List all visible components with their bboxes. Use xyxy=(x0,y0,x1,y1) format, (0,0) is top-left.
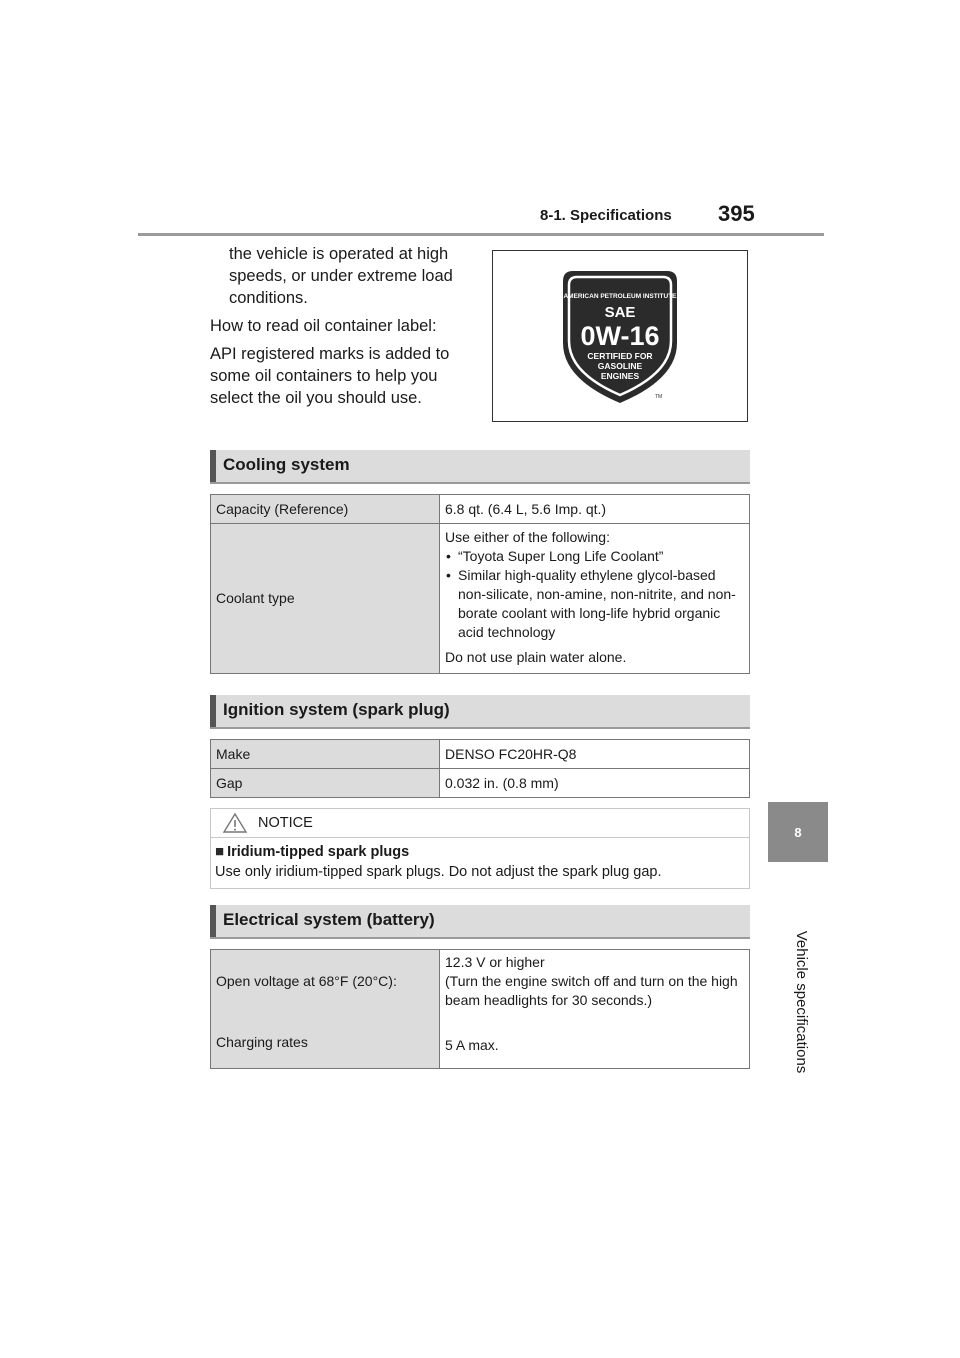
page-number: 395 xyxy=(718,201,755,226)
table-row xyxy=(211,740,750,769)
voltage-label: Open voltage at 68°F (20°C): xyxy=(216,973,397,989)
gap-value: 0.032 in. (0.8 mm) xyxy=(440,769,750,798)
charging-label: Charging rates xyxy=(216,1034,308,1050)
cooling-section-header xyxy=(210,450,750,484)
notice-divider xyxy=(210,837,750,838)
gap-label: Gap xyxy=(211,769,440,798)
square-bullet-icon: ■ xyxy=(215,843,225,860)
table-row xyxy=(211,495,750,524)
cooling-section-title: Cooling system xyxy=(223,455,350,474)
cert-text-1: CERTIFIED FOR xyxy=(587,351,653,361)
charging-value: 5 A max. xyxy=(445,1037,499,1053)
make-label: Make xyxy=(211,740,440,769)
chapter-label: Vehicle specifications xyxy=(793,930,810,1074)
ignition-table xyxy=(210,739,750,798)
chapter-tab: 8 xyxy=(768,802,828,862)
coolant-intro: Use either of the following: xyxy=(445,529,610,545)
oil-grade-text: 0W-16 xyxy=(580,321,660,351)
electrical-section-title: Electrical system (battery) xyxy=(223,910,435,929)
voltage-value: 12.3 V or higher xyxy=(445,954,545,970)
list-item: • Similar high-quality ethylene glycol-based non-silicate, non-amine, non-nitrite, and non-borate coolant with long-life hybrid organic acid technology xyxy=(445,566,744,642)
ignition-section-title: Ignition system (spark plug) xyxy=(223,700,450,719)
intro-api-marks: API registered marks is added to some oil containers to help you select the oil you should use. xyxy=(210,345,450,407)
sae-text: SAE xyxy=(604,304,636,321)
electrical-section-header xyxy=(210,905,750,939)
intro-label-howto: How to read oil container label: xyxy=(210,317,437,335)
notice-heading-text: Iridium-tipped spark plugs xyxy=(227,844,410,860)
notice-heading xyxy=(215,843,409,860)
coolant-label: Coolant type xyxy=(211,524,440,674)
coolant-options xyxy=(445,547,744,642)
make-value: DENSO FC20HR-Q8 xyxy=(440,740,750,769)
oil-label-figure xyxy=(492,250,748,422)
list-item: • “Toyota Super Long Life Coolant” xyxy=(445,547,744,566)
capacity-value: 6.8 qt. (6.4 L, 5.6 Imp. qt.) xyxy=(440,495,750,524)
warning-triangle-icon xyxy=(222,812,248,834)
section-title: 8-1. Specifications xyxy=(540,207,672,224)
notice-title: NOTICE xyxy=(258,815,313,831)
table-row xyxy=(211,524,750,674)
notice-body: Use only iridium-tipped spark plugs. Do not adjust the spark plug gap. xyxy=(215,864,662,880)
header-rule xyxy=(138,233,824,236)
cert-text-2: GASOLINE xyxy=(597,361,643,371)
ignition-section-header xyxy=(210,695,750,729)
capacity-label: Capacity (Reference) xyxy=(211,495,440,524)
electrical-table xyxy=(210,949,750,1069)
cooling-table xyxy=(210,494,750,674)
battery-label-cell xyxy=(211,950,440,1069)
api-certification-mark xyxy=(493,251,747,421)
voltage-note: (Turn the engine switch off and turn on the high beam headlights for 30 seconds.) xyxy=(445,973,738,1008)
table-row xyxy=(211,950,750,1069)
trademark-text: TM xyxy=(655,394,663,400)
cert-text-3: ENGINES xyxy=(600,371,640,381)
coolant-note: Do not use plain water alone. xyxy=(445,649,627,665)
battery-value-cell xyxy=(440,950,750,1069)
intro-continuation: the vehicle is operated at high speeds, or under extreme load conditions. xyxy=(229,245,453,307)
api-top-text: AMERICAN PETROLEUM INSTITUTE xyxy=(563,293,677,300)
coolant-value xyxy=(440,524,750,674)
table-row xyxy=(211,769,750,798)
